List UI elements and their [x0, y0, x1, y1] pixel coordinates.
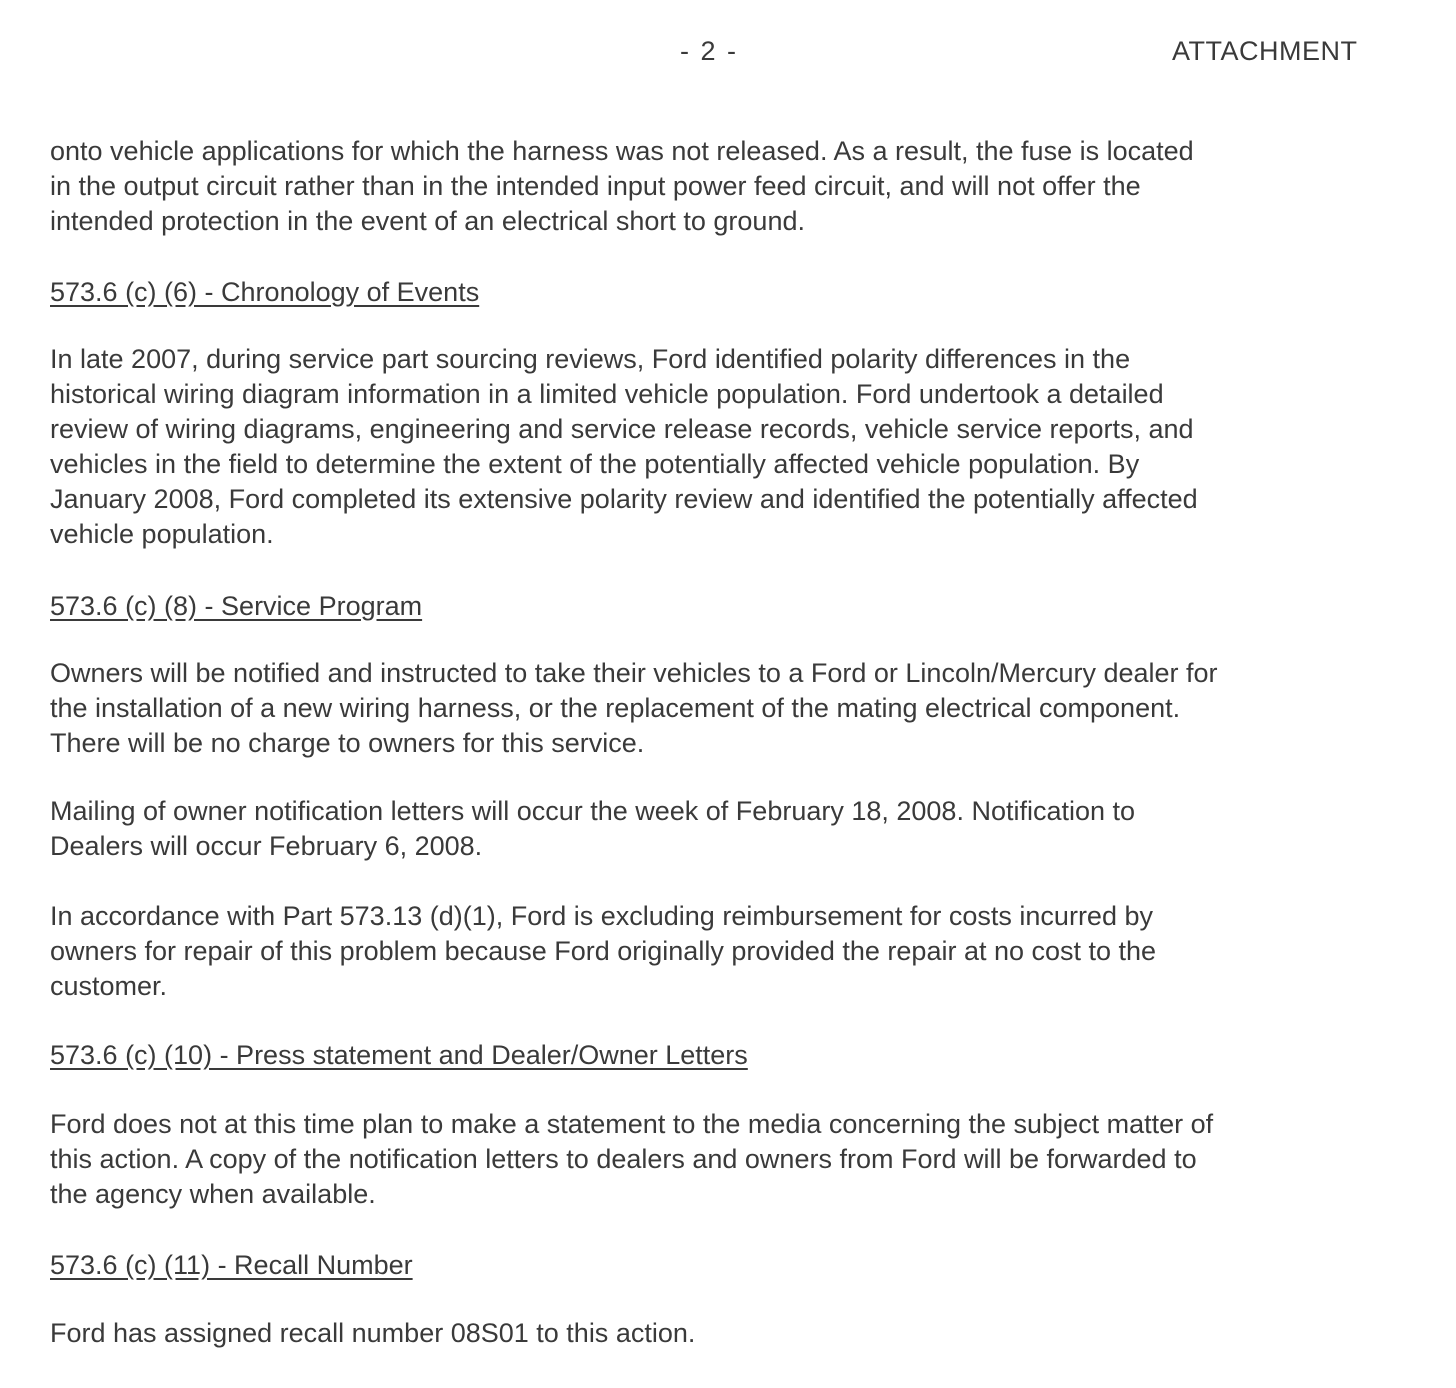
text-line: customer.	[50, 971, 168, 1001]
text-line: review of wiring diagrams, engineering and service release records, vehicle service reports, and	[50, 414, 1194, 444]
text-line: In accordance with Part 573.13 (d)(1), Ford is excluding reimbursement for costs incurred by	[50, 901, 1153, 931]
section-heading-recall-number: 573.6 (c) (11) - Recall Number	[50, 1250, 413, 1280]
text-line: Dealers will occur February 6, 2008.	[50, 831, 483, 861]
press-statement-paragraph	[50, 1107, 1402, 1212]
text-line: onto vehicle applications for which the harness was not released. As a result, the fuse is located	[50, 136, 1194, 166]
text-line: Owners will be notified and instructed to take their vehicles to a Ford or Lincoln/Mercury dealer for	[50, 658, 1218, 688]
recall-number-paragraph	[50, 1316, 1402, 1351]
chronology-paragraph	[50, 342, 1402, 552]
page-number: - 2 -	[680, 36, 739, 66]
text-line: the agency when available.	[50, 1179, 376, 1209]
text-line: historical wiring diagram information in a limited vehicle population. Ford undertook a detailed	[50, 379, 1164, 409]
text-line: Ford does not at this time plan to make a statement to the media concerning the subject matter of	[50, 1109, 1214, 1139]
text-line: January 2008, Ford completed its extensive polarity review and identified the potentially affected	[50, 484, 1198, 514]
text-line: this action. A copy of the notification letters to dealers and owners from Ford will be forwarded to	[50, 1144, 1197, 1174]
section-heading-press-statement: 573.6 (c) (10) - Press statement and Dealer/Owner Letters	[50, 1040, 748, 1070]
text-line: In late 2007, during service part sourcing reviews, Ford identified polarity differences in the	[50, 344, 1131, 374]
text-line: in the output circuit rather than in the intended input power feed circuit, and will not offer the	[50, 171, 1141, 201]
text-line: Mailing of owner notification letters will occur the week of February 18, 2008. Notification to	[50, 796, 1136, 826]
text-line: vehicles in the field to determine the extent of the potentially affected vehicle population. By	[50, 449, 1140, 479]
service-program-paragraph-1	[50, 656, 1402, 761]
text-line: owners for repair of this problem because Ford originally provided the repair at no cost to the	[50, 936, 1157, 966]
text-line: vehicle population.	[50, 519, 274, 549]
attachment-label: ATTACHMENT	[1172, 36, 1358, 66]
section-heading-chronology: 573.6 (c) (6) - Chronology of Events	[50, 277, 480, 307]
text-line: the installation of a new wiring harness, or the replacement of the mating electrical component.	[50, 693, 1181, 723]
intro-paragraph	[50, 134, 1402, 239]
section-heading-service-program: 573.6 (c) (8) - Service Program	[50, 591, 423, 621]
text-line: intended protection in the event of an electrical short to ground.	[50, 206, 805, 236]
text-line: There will be no charge to owners for this service.	[50, 728, 645, 758]
service-program-paragraph-2	[50, 794, 1402, 864]
text-line: Ford has assigned recall number 08S01 to this action.	[50, 1318, 696, 1348]
service-program-paragraph-3	[50, 899, 1402, 1004]
